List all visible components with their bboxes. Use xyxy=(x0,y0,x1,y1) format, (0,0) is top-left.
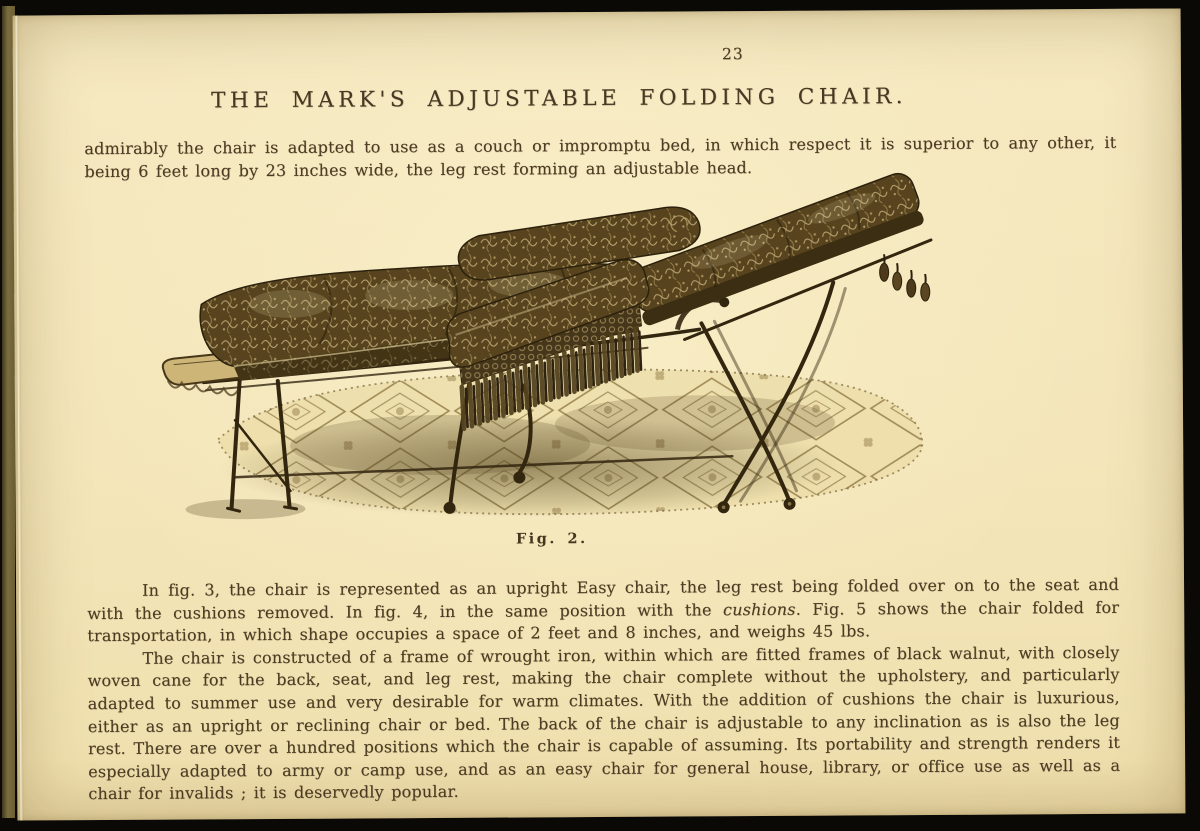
page-title: THE MARK'S ADJUSTABLE FOLDING CHAIR. xyxy=(210,84,908,114)
intro-paragraph: admirably the chair is adapted to use as a couch or impromptu bed, in which respect it is superior to any other, it being 6 feet long by 23 inches wide, the leg rest forming an adjustable head. xyxy=(84,132,1117,181)
text-run-italic: cushions xyxy=(722,599,796,619)
page-number: 23 xyxy=(721,45,744,64)
figure xyxy=(139,170,957,523)
title-row xyxy=(13,82,1181,114)
end-tassels xyxy=(880,254,930,301)
text-run: . Fig. 5 shows the chair folded for transportation, in which shape occupies a space of 2 feet and 8 inches, and weighs 45 lbs. xyxy=(87,597,1120,646)
folding-chair-engraving xyxy=(139,170,957,523)
figure-caption: Fig. 2. xyxy=(515,530,588,548)
book-page xyxy=(13,8,1186,820)
paragraph xyxy=(87,642,1120,806)
paragraph xyxy=(87,574,1119,648)
text-run: The chair is constructed of a frame of wrought iron, within which are fitted frames of black walnut, with closely woven cane for the back, seat, and leg rest, making the chair complete without the upholstery, and particularly adapted to summer use and very desirable for warm climates. With the addition of cushions the chair is luxurious, either as an upright or reclining chair or bed. The back of the chair is adjustable to any inclination as is also the leg rest. There are over a hundred positions which the chair is capable of assuming. Its portability and strength renders it especially adapted to army or camp use, and as an easy chair for general house, library, or office use as well as a chair for invalids ; it is deservedly popular. xyxy=(87,642,1121,804)
text-run: In fig. 3, the chair is represented as an upright Easy chair, the leg rest being folded over on to the seat and with the cushions removed. In fig. 4, in the same position with the xyxy=(87,574,1120,623)
body-text xyxy=(87,574,1120,806)
